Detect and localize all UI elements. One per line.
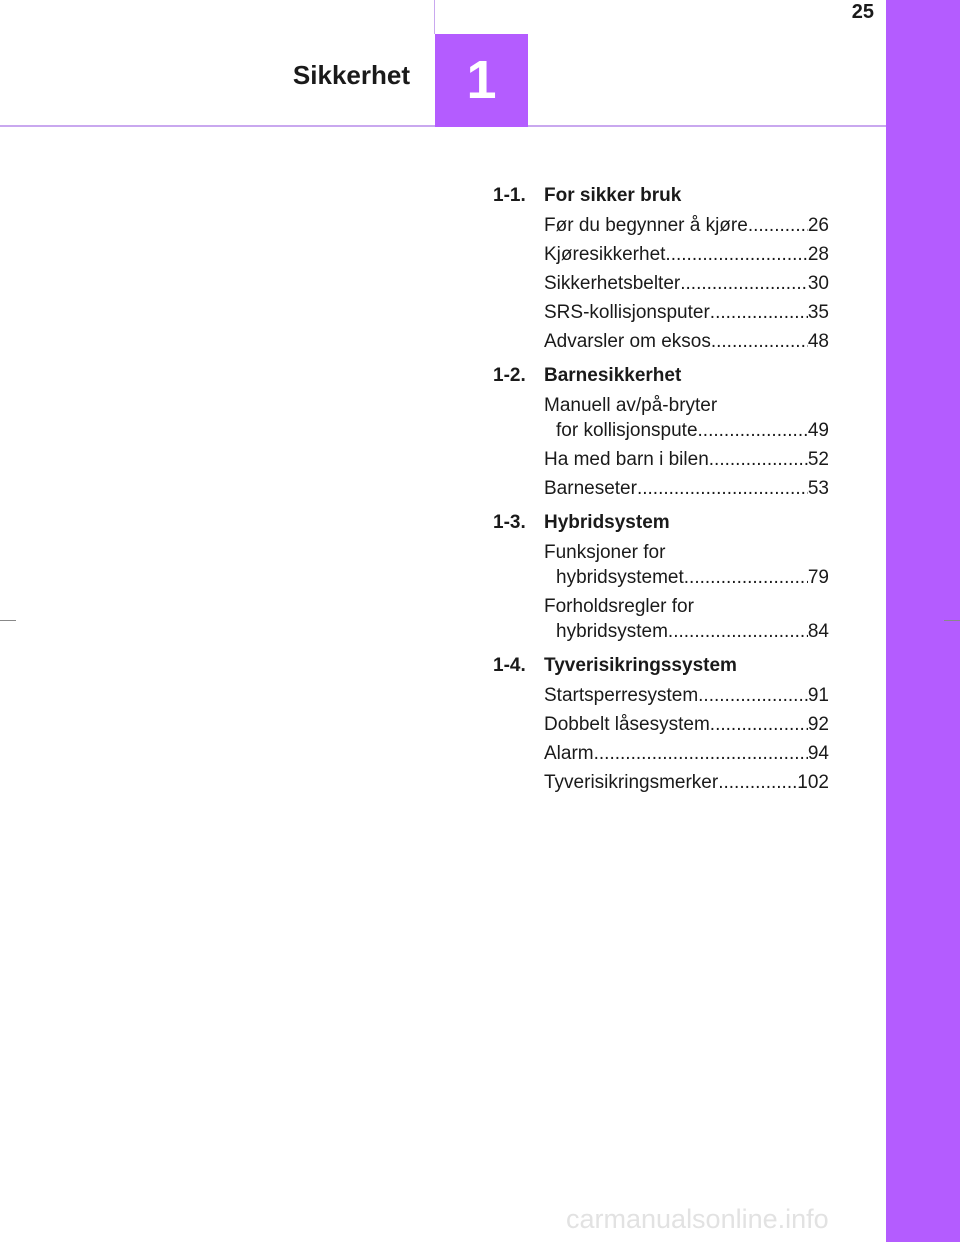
crop-mark-left — [0, 620, 16, 621]
toc-entry-page: 94 — [807, 743, 829, 764]
toc-entry[interactable] — [544, 710, 829, 739]
table-of-contents — [493, 181, 829, 802]
header-divider — [434, 0, 435, 34]
toc-section-number: 1-2. — [493, 365, 526, 386]
toc-entry-page: 26 — [807, 215, 829, 236]
toc-dot-leader — [718, 770, 797, 795]
toc-entry-page: 84 — [807, 621, 829, 642]
toc-dot-leader — [698, 683, 808, 708]
toc-entry-label: for kollisjonspute — [556, 420, 698, 441]
toc-entry-page: 28 — [807, 244, 829, 265]
toc-entry-label: Funksjoner for — [544, 542, 666, 563]
toc-entry-page: 35 — [807, 302, 829, 323]
toc-entry-page: 49 — [807, 420, 829, 441]
toc-section — [493, 508, 829, 651]
toc-entry-label: hybridsystem — [556, 621, 668, 642]
toc-entry-label: Startsperresystem — [544, 685, 699, 706]
toc-dot-leader — [665, 242, 807, 267]
toc-dot-leader — [637, 476, 808, 501]
toc-entry-page: 92 — [807, 714, 829, 735]
toc-section — [493, 361, 829, 508]
toc-entry-page: 79 — [807, 567, 829, 588]
toc-entry-label: Sikkerhetsbelter — [544, 273, 681, 294]
toc-dot-leader — [698, 418, 808, 443]
toc-dot-leader — [710, 300, 808, 325]
chapter-number-box: 1 — [435, 34, 528, 127]
toc-entry-label: Advarsler om eksos — [544, 331, 711, 352]
toc-entry[interactable] — [544, 739, 829, 768]
toc-entry[interactable] — [544, 681, 829, 710]
toc-entry-label: SRS-kollisjonsputer — [544, 302, 710, 323]
toc-entry[interactable] — [544, 327, 829, 356]
page-number: 25 — [851, 1, 874, 23]
toc-entry[interactable] — [544, 391, 829, 445]
toc-entry-label: Kjøresikkerhet — [544, 244, 666, 265]
toc-entry[interactable] — [544, 269, 829, 298]
toc-entry-page: 52 — [807, 449, 829, 470]
toc-entry[interactable] — [544, 592, 829, 646]
toc-entry-page: 30 — [807, 273, 829, 294]
toc-dot-leader — [711, 329, 808, 354]
toc-dot-leader — [594, 741, 808, 766]
toc-dot-leader — [668, 619, 808, 644]
toc-entry-label: Dobbelt låsesystem — [544, 714, 710, 735]
toc-entry-page: 91 — [807, 685, 829, 706]
toc-entry[interactable] — [544, 768, 829, 797]
chapter-title: Sikkerhet — [292, 60, 410, 90]
toc-section-heading[interactable] — [493, 651, 829, 681]
toc-entry-label: Forholdsregler for — [544, 596, 694, 617]
toc-entry-page: 53 — [807, 478, 829, 499]
toc-entry-label: Før du begynner å kjøre — [544, 215, 748, 236]
toc-dot-leader — [748, 213, 808, 238]
toc-entry[interactable] — [544, 211, 829, 240]
toc-section-title: For sikker bruk — [544, 185, 682, 206]
crop-mark-right — [944, 620, 960, 621]
toc-entry[interactable] — [544, 474, 829, 503]
toc-entry-page: 102 — [797, 772, 829, 793]
toc-entry-label: Barneseter — [544, 478, 637, 499]
toc-entry-label: Manuell av/på-bryter — [544, 395, 718, 416]
toc-section-heading[interactable] — [493, 181, 829, 211]
toc-section-title: Barnesikkerhet — [544, 365, 682, 386]
toc-section — [493, 651, 829, 802]
toc-section-number: 1-3. — [493, 512, 526, 533]
toc-section-heading[interactable] — [493, 508, 829, 538]
toc-section-number: 1-4. — [493, 655, 526, 676]
toc-section-number: 1-1. — [493, 185, 526, 206]
toc-dot-leader — [684, 565, 808, 590]
toc-section-heading[interactable] — [493, 361, 829, 391]
toc-entry[interactable] — [544, 538, 829, 592]
toc-dot-leader — [710, 712, 808, 737]
toc-dot-leader — [709, 447, 808, 472]
toc-entry-label: Tyverisikringsmerker — [544, 772, 719, 793]
toc-section — [493, 181, 829, 361]
toc-dot-leader — [680, 271, 808, 296]
toc-entry[interactable] — [544, 240, 829, 269]
chapter-sidebar-tab — [886, 0, 960, 1242]
toc-entry-label: Ha med barn i bilen — [544, 449, 709, 470]
toc-section-title: Hybridsystem — [544, 512, 670, 533]
toc-entry-label: Alarm — [544, 743, 594, 764]
toc-entry[interactable] — [544, 298, 829, 327]
toc-section-title: Tyverisikringssystem — [544, 655, 737, 676]
watermark: carmanualsonline.info — [566, 1204, 829, 1234]
toc-entry-page: 48 — [807, 331, 829, 352]
toc-entry[interactable] — [544, 445, 829, 474]
toc-entry-label: hybridsystemet — [556, 567, 684, 588]
